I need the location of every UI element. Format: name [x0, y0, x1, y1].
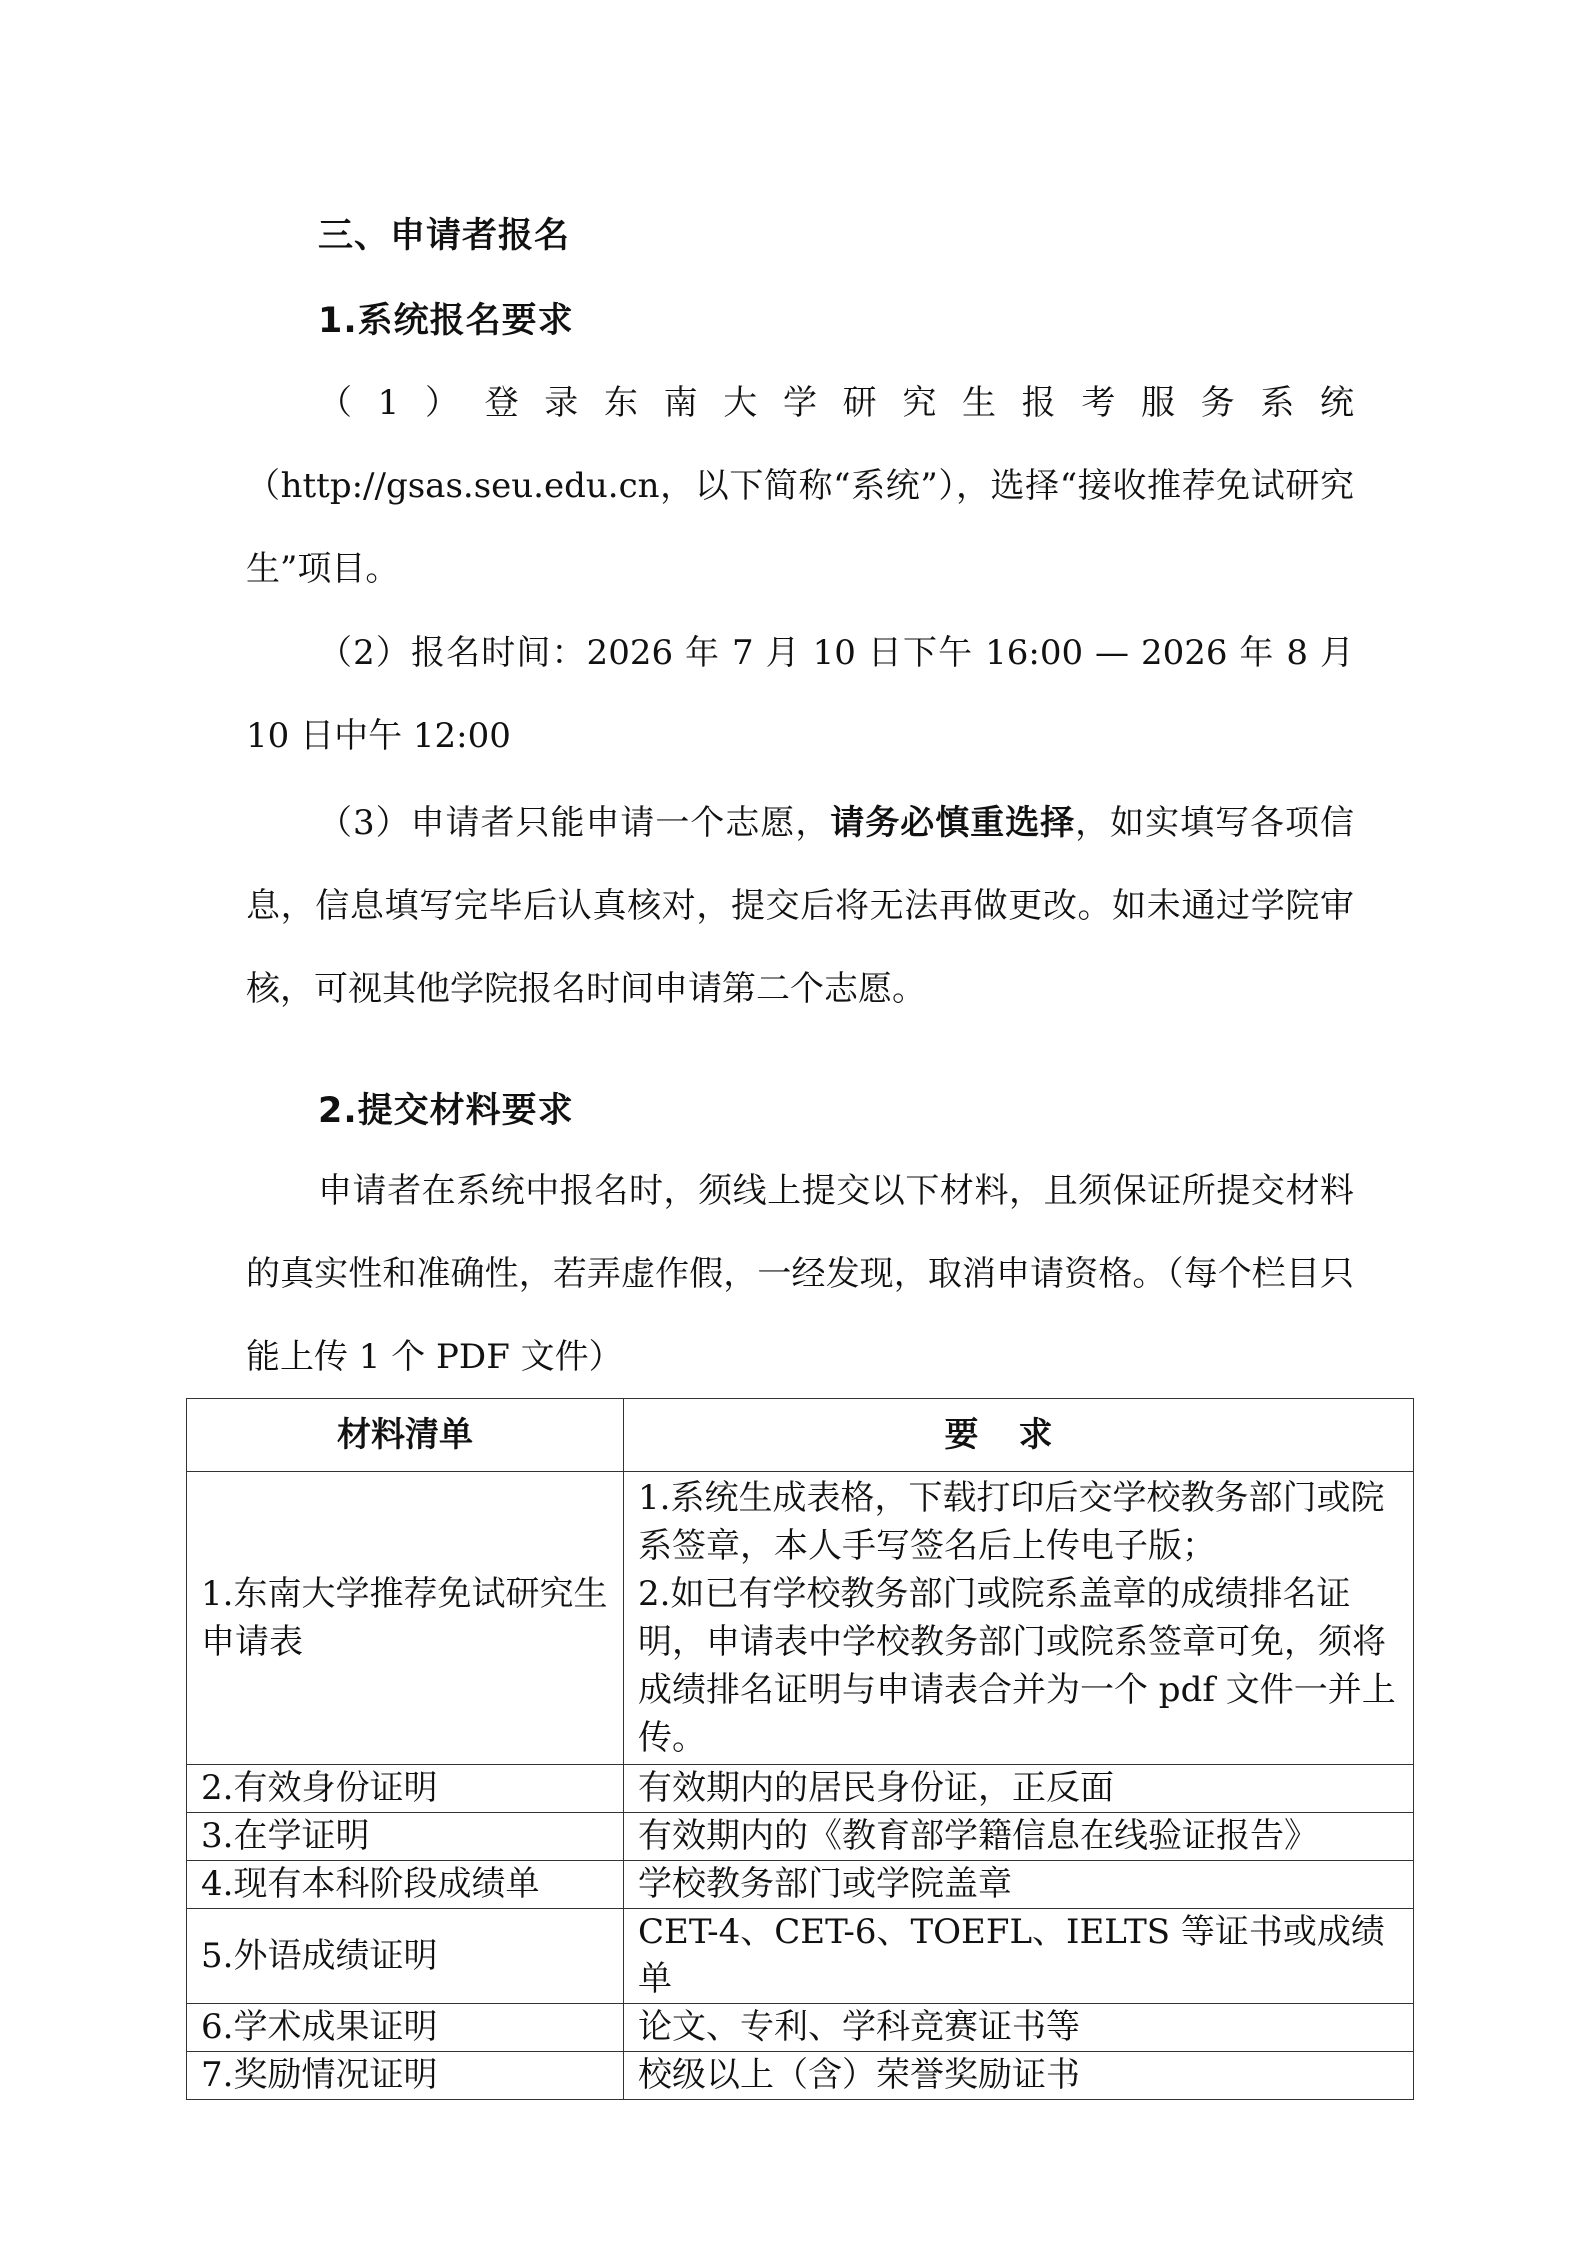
- paragraph-item3: [246, 782, 1354, 1031]
- header-materials-list: 材料清单: [187, 1399, 624, 1472]
- material-cell: 7.奖励情况证明: [187, 2052, 624, 2100]
- item1-rest: （http://gsas.seu.edu.cn，以下简称“系统”），选择“接收推荐免试研究生”项目。: [246, 466, 1354, 589]
- requirement-cell: 论文、专利、学科竞赛证书等: [624, 2004, 1414, 2052]
- material-cell: 5.外语成绩证明: [187, 1909, 624, 2004]
- requirement-cell: [624, 1472, 1414, 1765]
- item3-emphasis: 请务必慎重选择: [830, 803, 1076, 843]
- paragraph-materials-intro: 申请者在系统中报名时，须线上提交以下材料，且须保证所提交材料的真实性和准确性，若弄虚作假，一经发现，取消申请资格。（每个栏目只能上传 1 个 PDF 文件）: [246, 1171, 1354, 1377]
- material-cell: 4.现有本科阶段成绩单: [187, 1861, 624, 1909]
- materials-table: [186, 1398, 1414, 2100]
- table-row: [187, 1813, 1414, 1861]
- requirement-cell: 有效期内的《教育部学籍信息在线验证报告》: [624, 1813, 1414, 1861]
- material-cell: 6.学术成果证明: [187, 2004, 624, 2052]
- table-row: [187, 1765, 1414, 1813]
- subsection-heading-registration: 1.系统报名要求: [318, 301, 574, 341]
- subsection-heading-materials: 2.提交材料要求: [318, 1091, 574, 1131]
- table-row: [187, 1472, 1414, 1765]
- paragraph-item2: （2）报名时间：2026 年 7 月 10 日下午 16:00 — 2026 年 8 月 10 日中午 12:00: [246, 633, 1354, 756]
- material-cell: 2.有效身份证明: [187, 1765, 624, 1813]
- item3-suffix: ，如实填写各项信息，信息填写完毕后认真核对，提交后将无法再做更改。如未通过学院审核，可视其他学院报名时间申请第二个志愿。: [246, 803, 1355, 1009]
- material-cell: 3.在学证明: [187, 1813, 624, 1861]
- requirement-line-1: 1.系统生成表格，下载打印后交学校教务部门或院系签章，本人手写签名后上传电子版；: [638, 1478, 1385, 1566]
- table-row: [187, 2052, 1414, 2100]
- header-requirements: 要求: [624, 1399, 1414, 1472]
- requirement-cell: 有效期内的居民身份证，正反面: [624, 1765, 1414, 1813]
- requirement-line-2: 2.如已有学校教务部门或院系盖章的成绩排名证明，申请表中学校教务部门或院系签章可免，须将成绩排名证明与申请表合并为一个 pdf 文件一并上传。: [638, 1574, 1396, 1758]
- material-cell: 1.东南大学推荐免试研究生申请表: [187, 1472, 624, 1765]
- table-row: [187, 1909, 1414, 2004]
- table-row: [187, 1861, 1414, 1909]
- requirement-cell: 学校教务部门或学院盖章: [624, 1861, 1414, 1909]
- section-heading: 三、申请者报名: [318, 216, 571, 256]
- table-row: [187, 2004, 1414, 2052]
- item3-prefix: （3）申请者只能申请一个志愿，: [318, 803, 831, 843]
- item1-first-line: （1）登录东南大学研究生报考服务系统: [318, 383, 1354, 423]
- requirement-cell: CET-4、CET-6、TOEFL、IELTS 等证书或成绩单: [624, 1909, 1414, 2004]
- table-header-row: [187, 1399, 1414, 1472]
- requirement-cell: 校级以上（含）荣誉奖励证书: [624, 2052, 1414, 2100]
- paragraph-item1: [246, 362, 1354, 611]
